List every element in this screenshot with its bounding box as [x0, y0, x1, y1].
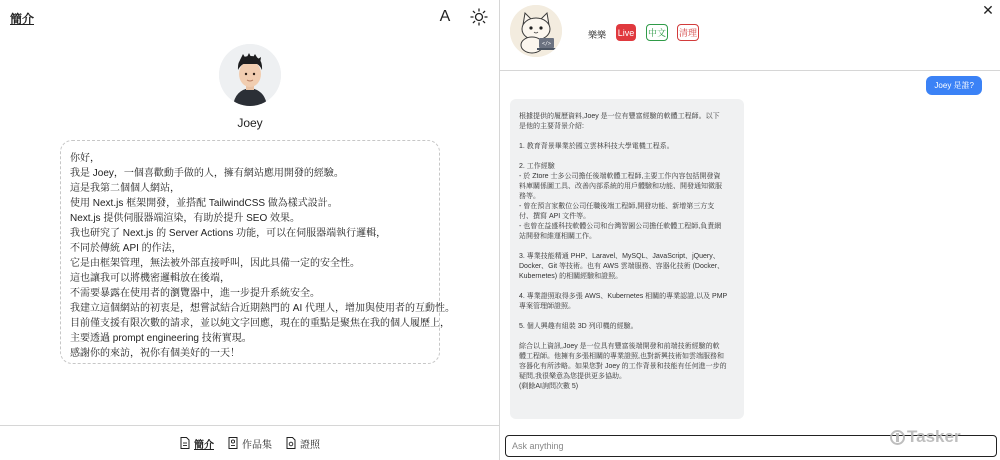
bot-line: 站開發和維運相關工作。 — [519, 233, 596, 240]
bot-line: 專案管理師證照。 — [519, 303, 575, 310]
intro-line: 目前僅支援有限次數的請求，並以純文字回應，現在的重點是聚焦在我的個人履歷上， — [70, 318, 450, 329]
bot-line: - 於 Ztore 士多公司擔任後端軟體工程師,主要工作內容包括開發資 — [519, 173, 721, 180]
nav-item-portfolio[interactable] — [228, 436, 272, 451]
bot-line: - 曾在預言家數位公司任職後端工程師,開發功能、新增第三方支 — [519, 203, 715, 210]
page-title: 簡介 — [10, 12, 35, 26]
bot-line: - 也曾在益盛科技軟體公司和台灣智園公司擔任軟體工程師,負責網 — [519, 223, 722, 230]
nav-item-intro[interactable] — [180, 436, 214, 451]
bot-line: 料庫關係圖工具、改善內部系統的用戶體驗和功能、開發通知微服 — [519, 183, 722, 190]
bot-line: 1. 教育背景畢業於國立雲林科技大學電機工程系。 — [519, 143, 674, 150]
clear-button[interactable]: 清理 — [677, 24, 699, 41]
sun-icon[interactable] — [470, 8, 488, 26]
user-message: Joey 是誰? — [926, 76, 982, 95]
bot-line: 體工程師。他擁有多張相關的專業證照,也對新興技術如雲端服務和 — [519, 353, 724, 360]
intro-line: 我也研究了 Next.js 的 Server Actions 功能，可以在伺服器端執行邏輯， — [70, 228, 387, 239]
bot-name: 樂樂 — [588, 30, 607, 40]
close-icon[interactable]: ✕ — [982, 1, 994, 18]
intro-line: 感謝你的來訪，祝你有個美好的一天！ — [70, 348, 240, 359]
nav-label: 簡介 — [194, 439, 214, 451]
intro-line: 這也讓我可以將機密邏輯放在後端， — [70, 273, 230, 284]
profile-name: Joey — [237, 116, 263, 130]
bot-line: 5. 個人興趣有組裝 3D 列印機的經驗。 — [519, 323, 638, 330]
bot-line: 綜合以上資訊,Joey 是一位具有豐富後端開發和前端技術經驗的軟 — [519, 343, 720, 350]
chat-pane — [500, 0, 1000, 460]
language-toggle[interactable]: 中文 — [646, 24, 668, 41]
bot-line: 4. 專業證照取得多張 AWS、Kubernetes 相關的專業認證,以及 PMP — [519, 293, 728, 300]
nav-label: 作品集 — [242, 439, 272, 451]
portfolio-icon — [228, 437, 238, 449]
avatar — [219, 44, 281, 106]
live-toggle[interactable]: Live — [616, 24, 636, 41]
bot-line: 務等。 — [519, 193, 540, 200]
bot-line: 根據提供的履歷資料,Joey 是一位有豐富經驗的軟體工程師。以下 — [519, 113, 720, 120]
intro-line: 不需要暴露在使用者的瀏覽器中，進一步提升系統安全。 — [70, 288, 320, 299]
intro-line: Next.js 提供伺服器端渲染，有助於提升 SEO 效果。 — [70, 213, 301, 224]
bot-line: 容器化有所涉略。如果您對 Joey 的工作背景和技能有任何進一步的 — [519, 363, 727, 370]
watermark-text: Tasker — [907, 427, 961, 446]
document-icon — [180, 437, 190, 449]
cat-bot-avatar — [510, 5, 562, 57]
intro-card — [60, 140, 456, 364]
nav-item-certificates[interactable] — [286, 436, 320, 451]
certificate-icon — [286, 437, 296, 449]
intro-line: 你好， — [70, 153, 100, 164]
intro-line: 主要透過 prompt engineering 技術實現。 — [70, 333, 252, 344]
watermark — [890, 427, 961, 447]
intro-line: 這是我第二個個人網站， — [70, 183, 180, 194]
bot-line: 是他的主要背景介紹: — [519, 123, 584, 130]
intro-line: 使用 Next.js 框架開發，並搭配 TailwindCSS 做為樣式設計。 — [70, 198, 338, 209]
bot-line: 付、撰寫 API 文件等。 — [519, 213, 591, 220]
font-size-button[interactable]: A — [439, 8, 451, 25]
bot-line: (剩餘AI詢問次數 5) — [519, 383, 579, 390]
chat-header — [500, 0, 1000, 71]
message-list — [500, 72, 1000, 430]
bot-line: Kubernetes) 的相關經驗和證照。 — [519, 273, 623, 280]
nav-label: 證照 — [300, 439, 320, 451]
bot-line: 2. 工作經驗 — [519, 163, 555, 170]
intro-line: 我是 Joey，一個喜歡動手做的人，擁有網站應用開發的經驗。 — [70, 168, 344, 179]
intro-line: 我建立這個網站的初衷是，想嘗試結合近期熱門的 AI 代理人，增加與使用者的互動性。 — [70, 303, 456, 314]
bot-line: 疑問,我很樂意為您提供更多協助。 — [519, 373, 626, 380]
bot-line: 3. 專業技能精通 PHP、Laravel、MySQL、JavaScript、jQuery、 — [519, 253, 720, 260]
bot-line: Docker、Git 等技術。也有 AWS 雲端服務、容器化技術 (Docker、 — [519, 263, 725, 270]
bottom-nav — [0, 425, 500, 460]
intro-line: 它是由框架管理，無法被外部直接呼叫，因此具備一定的安全性。 — [70, 258, 360, 269]
tasker-logo-icon — [890, 430, 905, 445]
bot-message — [510, 99, 744, 419]
intro-line: 不同於傳統 API 的作法， — [70, 243, 182, 254]
svg-text:</>: </> — [541, 41, 552, 47]
